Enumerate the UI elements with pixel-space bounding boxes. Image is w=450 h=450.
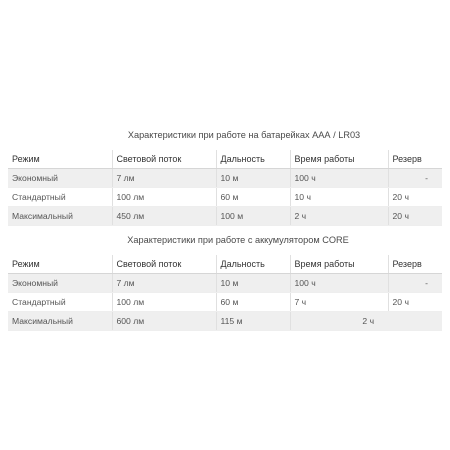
header-range: Дальность xyxy=(216,150,290,169)
cell-range: 10 м xyxy=(216,169,290,188)
header-reserve: Резерв xyxy=(388,150,442,169)
cell-runtime-reserve-merged: 2 ч xyxy=(290,312,442,331)
cell-mode: Максимальный xyxy=(8,207,112,226)
battery-aaa-section xyxy=(8,128,442,226)
cell-range: 100 м xyxy=(216,207,290,226)
table-row xyxy=(8,169,442,188)
cell-reserve: - xyxy=(388,274,442,293)
cell-range: 10 м xyxy=(216,274,290,293)
cell-range: 60 м xyxy=(216,188,290,207)
cell-luminous-flux: 100 лм xyxy=(112,188,216,207)
cell-reserve: 20 ч xyxy=(388,188,442,207)
cell-runtime: 10 ч xyxy=(290,188,388,207)
table-row xyxy=(8,274,442,293)
battery-core-section xyxy=(8,233,442,331)
table-header-row xyxy=(8,150,442,169)
header-mode: Режим xyxy=(8,150,112,169)
cell-luminous-flux: 600 лм xyxy=(112,312,216,331)
cell-mode: Стандартный xyxy=(8,188,112,207)
header-range: Дальность xyxy=(216,255,290,274)
cell-range: 60 м xyxy=(216,293,290,312)
cell-runtime: 2 ч xyxy=(290,207,388,226)
header-luminous-flux: Световой поток xyxy=(112,255,216,274)
cell-luminous-flux: 450 лм xyxy=(112,207,216,226)
cell-runtime: 7 ч xyxy=(290,293,388,312)
cell-mode: Стандартный xyxy=(8,293,112,312)
cell-reserve: - xyxy=(388,169,442,188)
table-row xyxy=(8,207,442,226)
cell-range: 115 м xyxy=(216,312,290,331)
cell-luminous-flux: 7 лм xyxy=(112,274,216,293)
header-runtime: Время работы xyxy=(290,150,388,169)
table-row xyxy=(8,188,442,207)
header-reserve: Резерв xyxy=(388,255,442,274)
cell-mode: Экономный xyxy=(8,169,112,188)
cell-reserve: 20 ч xyxy=(388,207,442,226)
table-header-row xyxy=(8,255,442,274)
cell-mode: Максимальный xyxy=(8,312,112,331)
table-row xyxy=(8,312,442,331)
table-row xyxy=(8,293,442,312)
header-luminous-flux: Световой поток xyxy=(112,150,216,169)
cell-reserve: 20 ч xyxy=(388,293,442,312)
table-caption: Характеристики при работе с аккумулятором CORE xyxy=(127,235,349,245)
battery-aaa-table xyxy=(8,150,442,226)
table-caption: Характеристики при работе на батарейках ААА / LR03 xyxy=(127,130,361,140)
battery-core-table xyxy=(8,255,442,331)
cell-runtime: 100 ч xyxy=(290,169,388,188)
cell-luminous-flux: 100 лм xyxy=(112,293,216,312)
cell-mode: Экономный xyxy=(8,274,112,293)
cell-luminous-flux: 7 лм xyxy=(112,169,216,188)
header-mode: Режим xyxy=(8,255,112,274)
header-runtime: Время работы xyxy=(290,255,388,274)
cell-runtime: 100 ч xyxy=(290,274,388,293)
